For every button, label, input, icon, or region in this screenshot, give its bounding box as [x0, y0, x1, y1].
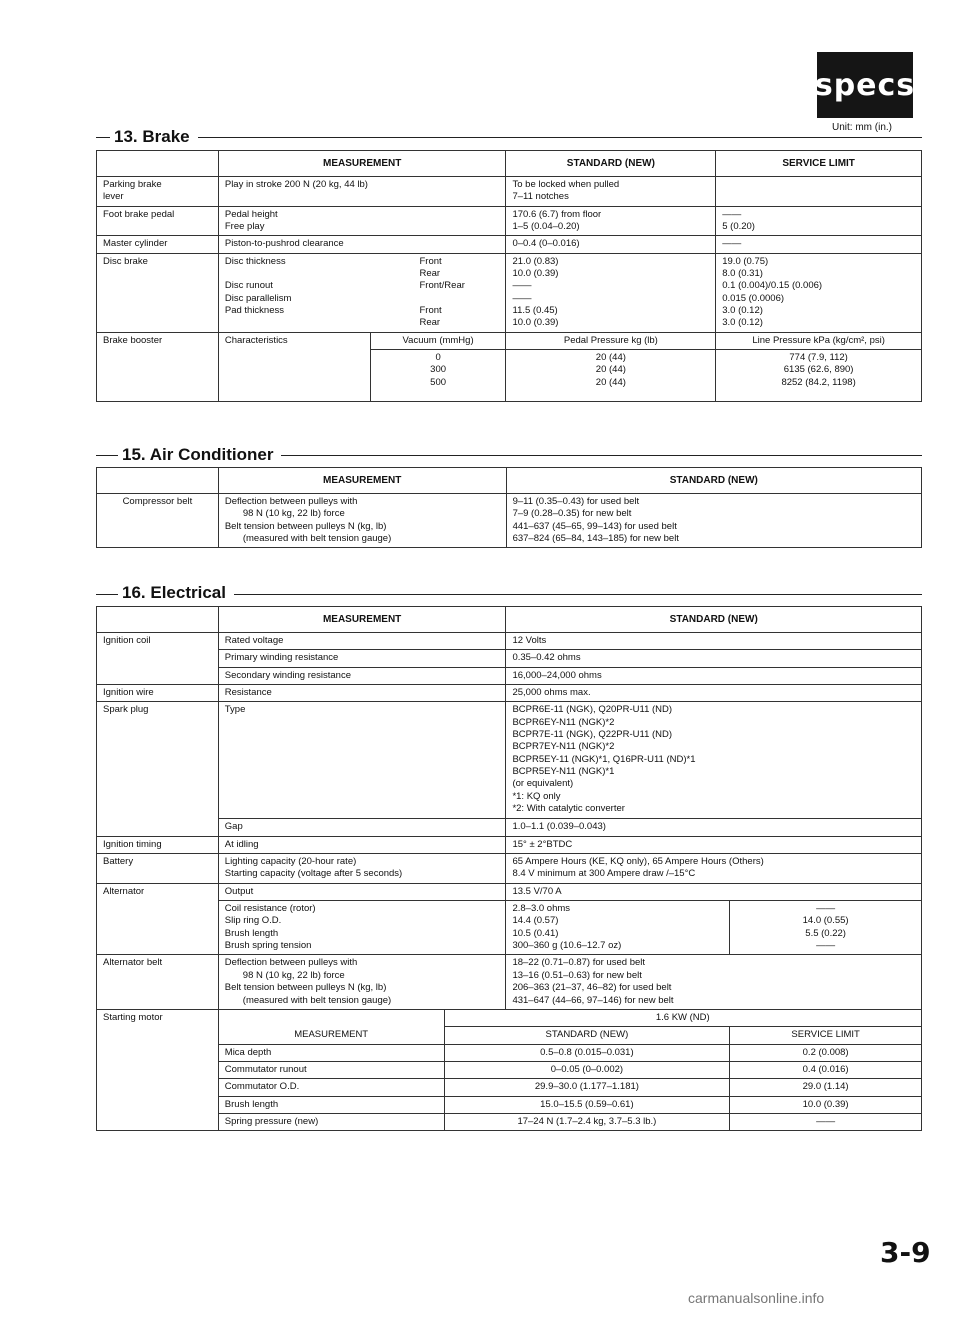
table-row — [97, 1061, 922, 1078]
item-cell: Battery — [97, 854, 219, 884]
table-row — [97, 1044, 922, 1061]
table-row — [97, 253, 922, 332]
item-cell: Ignition timing — [97, 836, 219, 853]
disc-runout-label: Disc runout — [224, 280, 273, 292]
table-row — [97, 1113, 922, 1130]
standard-text: *2: With catalytic converter — [512, 803, 625, 815]
standard-text: (or equivalent) — [512, 778, 574, 790]
position-label: Rear — [419, 268, 441, 280]
measurement-cell — [218, 253, 506, 332]
limit-text: 14.0 (0.55) — [802, 915, 849, 927]
standard-text: BCPR7E-11 (NGK), Q22PR-U11 (ND) — [512, 729, 673, 741]
standard-text: 170.6 (6.7) from floor — [512, 208, 602, 220]
item-cell: Starting motor — [97, 1009, 219, 1130]
standard-text: —— — [512, 280, 532, 292]
measurement-text: Brush length — [224, 927, 279, 939]
item-cell — [97, 177, 219, 207]
brake-title-rule — [96, 137, 922, 138]
limit-text: 5.5 (0.22) — [805, 927, 846, 939]
standard-cell: 0–0.4 (0–0.016) — [506, 236, 716, 253]
table-row — [97, 1079, 922, 1096]
standard-text: 10.0 (0.39) — [512, 317, 559, 329]
vacuum-values — [370, 350, 506, 402]
unit-label: Unit: mm (in.) — [828, 122, 892, 133]
standard-text: BCPR6E-11 (NGK), Q20PR-U11 (ND) — [512, 704, 673, 716]
standard-cell: 12 Volts — [506, 633, 922, 650]
standard-text: 21.0 (0.83) — [512, 255, 559, 267]
standard-text: 431–647 (44–66, 97–146) for new belt — [512, 994, 674, 1006]
brake-header-row — [97, 151, 922, 177]
measurement-cell — [218, 206, 506, 236]
brake-header-measurement: MEASUREMENT — [218, 151, 506, 177]
limit-text: 3.0 (0.12) — [722, 305, 763, 317]
limit-cell: 0.4 (0.016) — [730, 1061, 922, 1078]
starter-header-limit: SERVICE LIMIT — [730, 1027, 922, 1044]
limit-text: 5 (0.20) — [722, 221, 755, 233]
standard-text: 11.5 (0.45) — [512, 305, 558, 317]
standard-text: To be locked when pulled — [512, 179, 620, 190]
measurement-cell — [218, 494, 506, 548]
item-label: lever — [103, 191, 124, 203]
ac-header-standard: STANDARD (NEW) — [506, 468, 921, 494]
limit-cell — [716, 206, 922, 236]
ac-header-measurement: MEASUREMENT — [218, 468, 506, 494]
pedal-pressure-value: 20 (44) — [595, 376, 626, 388]
elec-header-standard: STANDARD (NEW) — [506, 607, 922, 633]
standard-cell: 17–24 N (1.7–2.4 kg, 3.7–5.3 lb.) — [444, 1113, 730, 1130]
measurement-cell: Spring pressure (new) — [218, 1113, 444, 1130]
limit-cell — [716, 177, 922, 207]
table-row — [97, 650, 922, 667]
line-pressure-value: 6135 (62.6, 890) — [783, 364, 854, 376]
elec-section-title: 16. Electrical — [118, 583, 234, 603]
limit-cell: 29.0 (1.14) — [730, 1079, 922, 1096]
elec-table — [96, 606, 922, 1131]
ac-header-item — [97, 468, 219, 494]
disc-thickness-label: Disc thickness — [224, 255, 286, 267]
watermark: carmanualsonline.info — [688, 1290, 825, 1306]
table-row — [97, 955, 922, 1009]
line-pressure-header: Line Pressure kPa (kg/cm², psi) — [716, 332, 922, 349]
measurement-cell: Gap — [218, 819, 506, 836]
measurement-text: Belt tension between pulleys N (kg, lb) — [224, 520, 387, 532]
table-row — [97, 819, 922, 836]
standard-text: 10.0 (0.39) — [512, 268, 559, 280]
table-row — [97, 236, 922, 253]
standard-cell: 13.5 V/70 A — [506, 883, 922, 900]
vacuum-value: 0 — [435, 352, 441, 364]
standard-text: *1: KQ only — [512, 790, 561, 802]
starter-header-measurement: MEASUREMENT — [218, 1009, 444, 1044]
standard-cell — [506, 702, 922, 819]
measurement-text — [225, 305, 500, 317]
measurement-cell: Mica depth — [218, 1044, 444, 1061]
measurement-cell: At idling — [218, 836, 506, 853]
item-cell: Foot brake pedal — [97, 206, 219, 236]
measurement-text: Deflection between pulleys with — [224, 957, 358, 969]
position-label: Front/Rear — [419, 280, 465, 292]
measurement-text: Coil resistance (rotor) — [224, 903, 316, 915]
limit-cell: 0.2 (0.008) — [730, 1044, 922, 1061]
measurement-text: 98 N (10 kg, 22 lb) force — [242, 508, 345, 520]
measurement-cell — [218, 177, 506, 207]
measurement-text: (measured with belt tension gauge) — [242, 994, 392, 1006]
vacuum-value: 500 — [430, 376, 447, 388]
position-label: Front — [419, 305, 442, 317]
table-row — [97, 494, 922, 548]
item-cell: Ignition wire — [97, 685, 219, 702]
standard-text: 10.5 (0.41) — [512, 927, 559, 939]
standard-text: 14.4 (0.57) — [512, 915, 559, 927]
table-row — [97, 883, 922, 900]
limit-text: —— — [722, 208, 742, 220]
standard-text: BCPR7EY-N11 (NGK)*2 — [512, 741, 615, 753]
brake-header-item — [97, 151, 219, 177]
measurement-cell: Piston-to-pushrod clearance — [218, 236, 506, 253]
standard-cell — [506, 955, 922, 1009]
measurement-text — [225, 280, 500, 292]
measurement-text: 98 N (10 kg, 22 lb) force — [242, 969, 345, 981]
standard-text: —— — [512, 292, 532, 304]
standard-text: 18–22 (0.71–0.87) for used belt — [512, 957, 646, 969]
measurement-cell — [218, 955, 506, 1009]
standard-cell: 0.35–0.42 ohms — [506, 650, 922, 667]
table-row — [97, 206, 922, 236]
item-label: Parking brake — [103, 179, 162, 190]
standard-cell: 25,000 ohms max. — [506, 685, 922, 702]
standard-cell: 1.0–1.1 (0.039–0.043) — [506, 819, 922, 836]
measurement-text: Starting capacity (voltage after 5 seconds) — [224, 868, 403, 880]
table-row — [97, 1009, 922, 1026]
standard-text: 2.8–3.0 ohms — [512, 903, 571, 915]
measurement-cell: Commutator O.D. — [218, 1079, 444, 1096]
limit-text: 0.015 (0.0006) — [722, 292, 785, 304]
item-cell: Compressor belt — [97, 494, 219, 548]
standard-cell — [506, 901, 730, 955]
line-pressure-value: 774 (7.9, 112) — [789, 352, 848, 364]
vacuum-value: 300 — [430, 364, 447, 376]
measurement-cell: Type — [218, 702, 506, 819]
standard-text: BCPR5EY-N11 (NGK)*1 — [512, 766, 615, 778]
pedal-pressure-value: 20 (44) — [595, 352, 626, 364]
standard-text: BCPR5EY-11 (NGK)*1, Q16PR-U11 (ND)*1 — [512, 753, 696, 765]
item-cell: Ignition coil — [97, 633, 219, 685]
brake-section-title: 13. Brake — [110, 127, 198, 147]
limit-text: 0.1 (0.004)/0.15 (0.006) — [722, 280, 823, 292]
pedal-pressure-values — [506, 350, 716, 402]
limit-text: —— — [816, 903, 836, 915]
measurement-cell: Resistance — [218, 685, 506, 702]
standard-text: 300–360 g (10.6–12.7 oz) — [512, 940, 622, 952]
standard-cell — [506, 494, 921, 548]
standard-cell: 16,000–24,000 ohms — [506, 667, 922, 684]
limit-text: 3.0 (0.12) — [722, 317, 763, 329]
table-row — [97, 836, 922, 853]
standard-cell: 15.0–15.5 (0.59–0.61) — [444, 1096, 730, 1113]
specs-badge: specs — [817, 52, 913, 118]
standard-text: BCPR6EY-N11 (NGK)*2 — [512, 716, 615, 728]
standard-cell — [506, 206, 716, 236]
elec-header-row — [97, 607, 922, 633]
item-cell: Brake booster — [97, 332, 219, 401]
ac-table — [96, 467, 922, 548]
standard-text: 13–16 (0.51–0.63) for new belt — [512, 969, 642, 981]
limit-cell — [716, 253, 922, 332]
position-label: Front — [419, 255, 442, 267]
standard-cell: 15° ± 2°BTDC — [506, 836, 922, 853]
table-row — [97, 901, 922, 955]
ac-header-row — [97, 468, 922, 494]
measurement-text — [225, 268, 500, 280]
standard-text: 637–824 (65–84, 143–185) for new belt — [512, 533, 679, 545]
item-cell: Disc brake — [97, 253, 219, 332]
pad-thickness-label: Pad thickness — [224, 305, 285, 317]
standard-cell: 29.9–30.0 (1.177–1.181) — [444, 1079, 730, 1096]
measurement-cell: Primary winding resistance — [218, 650, 506, 667]
elec-header-measurement: MEASUREMENT — [218, 607, 506, 633]
vacuum-header: Vacuum (mmHg) — [370, 332, 506, 349]
table-row — [97, 685, 922, 702]
starter-rating: 1.6 KW (ND) — [444, 1009, 921, 1026]
pedal-pressure-value: 20 (44) — [595, 364, 626, 376]
standard-text: 8.4 V minimum at 300 Ampere draw /–15°C — [512, 868, 696, 880]
standard-text: 7–9 (0.28–0.35) for new belt — [512, 508, 632, 520]
measurement-text: Belt tension between pulleys N (kg, lb) — [224, 982, 387, 994]
measurement-cell: Commutator runout — [218, 1061, 444, 1078]
measurement-text: Brush spring tension — [224, 940, 312, 952]
measurement-text: (measured with belt tension gauge) — [242, 533, 392, 545]
table-row — [97, 332, 922, 349]
table-row — [97, 702, 922, 819]
standard-cell — [506, 854, 922, 884]
line-pressure-value: 8252 (84.2, 1198) — [781, 376, 856, 388]
standard-text: 206–363 (21–37, 46–82) for used belt — [512, 982, 672, 994]
elec-header-item — [97, 607, 219, 633]
standard-cell: 0–0.05 (0–0.002) — [444, 1061, 730, 1078]
measurement-cell: Secondary winding resistance — [218, 667, 506, 684]
line-pressure-values — [716, 350, 922, 402]
page-number: 3-9 — [880, 1236, 931, 1269]
measurement-text: Pedal height — [224, 208, 278, 220]
measurement-text: Deflection between pulleys with — [224, 496, 358, 507]
standard-text: 1–5 (0.04–0.20) — [512, 221, 580, 233]
measurement-text: Slip ring O.D. — [224, 915, 282, 927]
limit-cell — [730, 901, 922, 955]
limit-text: —— — [816, 940, 836, 952]
measurement-text: Free play — [224, 221, 265, 233]
table-row — [97, 667, 922, 684]
ac-section-title: 15. Air Conditioner — [118, 445, 281, 465]
item-cell: Alternator — [97, 883, 219, 955]
measurement-cell: Characteristics — [218, 332, 370, 401]
limit-text: 8.0 (0.31) — [722, 268, 763, 280]
table-row — [97, 854, 922, 884]
standard-text: 9–11 (0.35–0.43) for used belt — [512, 496, 640, 507]
pedal-pressure-header: Pedal Pressure kg (lb) — [506, 332, 716, 349]
measurement-cell: Output — [218, 883, 506, 900]
limit-text: 19.0 (0.75) — [722, 255, 769, 267]
measurement-text — [225, 256, 500, 268]
brake-header-standard: STANDARD (NEW) — [506, 151, 716, 177]
standard-text: 65 Ampere Hours (KE, KQ only), 65 Ampere Hours (Others) — [512, 856, 764, 868]
standard-text: 7–11 notches — [512, 191, 569, 203]
item-cell: Master cylinder — [97, 236, 219, 253]
table-row — [97, 633, 922, 650]
table-row — [97, 177, 922, 207]
limit-cell: —— — [730, 1113, 922, 1130]
starter-header-standard: STANDARD (NEW) — [444, 1027, 730, 1044]
measurement-text: Disc parallelism — [224, 292, 292, 304]
item-cell: Spark plug — [97, 702, 219, 836]
position-label: Rear — [419, 317, 441, 329]
standard-cell — [506, 253, 716, 332]
brake-header-limit: SERVICE LIMIT — [716, 151, 922, 177]
standard-text: 441–637 (45–65, 99–143) for used belt — [512, 520, 677, 532]
measurement-cell: Rated voltage — [218, 633, 506, 650]
brake-table — [96, 150, 922, 402]
table-row — [97, 1096, 922, 1113]
measurement-cell — [218, 854, 506, 884]
measurement-text — [225, 317, 500, 329]
measurement-cell: Brush length — [218, 1096, 444, 1113]
measurement-text: Lighting capacity (20-hour rate) — [224, 856, 357, 868]
limit-cell: 10.0 (0.39) — [730, 1096, 922, 1113]
item-cell: Alternator belt — [97, 955, 219, 1009]
standard-cell — [506, 177, 716, 207]
measurement-cell — [218, 901, 506, 955]
standard-cell: 0.5–0.8 (0.015–0.031) — [444, 1044, 730, 1061]
measurement-text: Play in stroke 200 N (20 kg, 44 lb) — [224, 179, 368, 190]
limit-cell: —— — [716, 236, 922, 253]
